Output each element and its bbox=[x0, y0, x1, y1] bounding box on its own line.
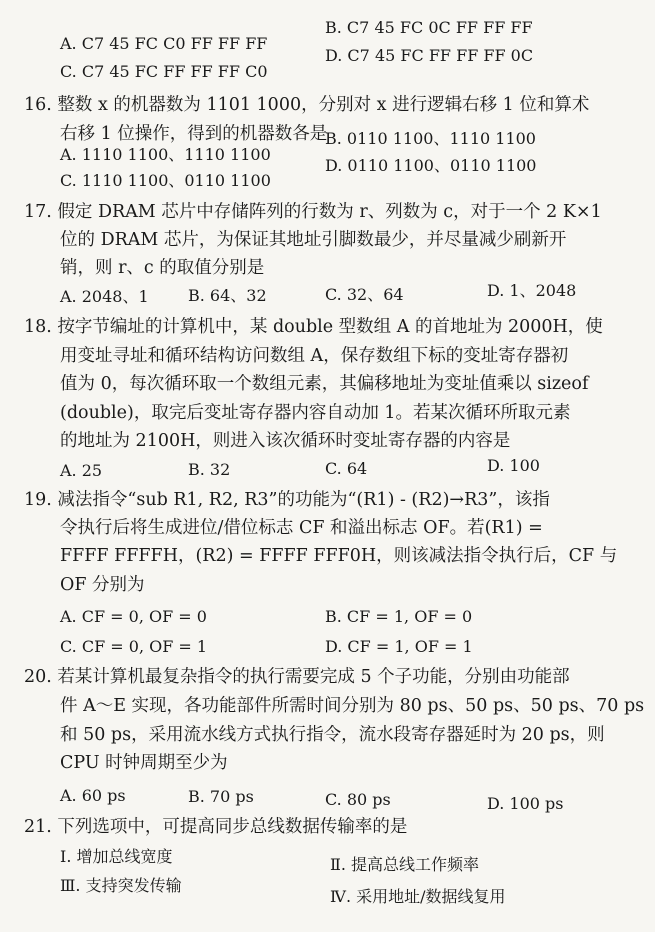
q19-option-d: D. CF = 1, OF = 1 bbox=[325, 637, 473, 656]
q18-stem-line-4: (double)，取完后变址寄存器内容自动加 1。若某次循环所取元素 bbox=[60, 403, 571, 423]
q19-stem-line-3: FFFF FFFFH，(R2) = FFFF FFF0H，则该减法指令执行后，CF 与 bbox=[60, 546, 618, 566]
q21-item-3: Ⅲ. 支持突发传输 bbox=[60, 876, 182, 895]
q19-stem-line-2: 令执行后将生成进位/借位标志 CF 和溢出标志 OF。若(R1) = bbox=[60, 518, 543, 538]
q19-option-c: C. CF = 0, OF = 1 bbox=[60, 637, 208, 656]
q17-stem-line-1: 17. 假定 DRAM 芯片中存储阵列的行数为 r、列数为 c，对于一个 2 K×1 bbox=[24, 202, 602, 222]
q16-stem-line-2: 右移 1 位操作，得到的机器数各是 bbox=[60, 124, 328, 144]
q16-option-a: A. 1110 1100、1110 1100 bbox=[60, 145, 271, 164]
q21-item-1: Ⅰ. 增加总线宽度 bbox=[60, 847, 173, 866]
q21-stem-line-1: 21. 下列选项中，可提高同步总线数据传输率的是 bbox=[24, 817, 408, 837]
q18-option-d: D. 100 bbox=[487, 456, 540, 475]
q17-option-d: D. 1、2048 bbox=[487, 281, 577, 300]
q17-option-b: B. 64、32 bbox=[188, 286, 267, 305]
q20-stem-line-4: CPU 时钟周期至少为 bbox=[60, 753, 228, 773]
q20-option-a: A. 60 ps bbox=[60, 786, 126, 805]
q21-item-2: Ⅱ. 提高总线工作频率 bbox=[330, 855, 480, 874]
q16-stem-line-1: 16. 整数 x 的机器数为 1101 1000，分别对 x 进行逻辑右移 1 位和算术 bbox=[24, 95, 590, 115]
q18-stem-line-2: 用变址寻址和循环结构访问数组 A，保存数组下标的变址寄存器初 bbox=[60, 346, 569, 366]
q15-option-c: C. C7 45 FC FF FF FF C0 bbox=[60, 62, 268, 81]
q16-option-c: C. 1110 1100、0110 1100 bbox=[60, 171, 271, 190]
q16-option-d: D. 0110 1100、0110 1100 bbox=[325, 156, 537, 175]
q21-item-4: Ⅳ. 采用地址/数据线复用 bbox=[330, 887, 506, 906]
q20-stem-line-1: 20. 若某计算机最复杂指令的执行需要完成 5 个子功能，分别由功能部 bbox=[24, 667, 570, 687]
q19-option-a: A. CF = 0, OF = 0 bbox=[60, 607, 207, 626]
q15-option-b: B. C7 45 FC 0C FF FF FF bbox=[325, 18, 533, 37]
q15-option-a: A. C7 45 FC C0 FF FF FF bbox=[60, 34, 268, 53]
q18-stem-line-5: 的地址为 2100H，则进入该次循环时变址寄存器的内容是 bbox=[60, 431, 511, 451]
q20-option-d: D. 100 ps bbox=[487, 794, 564, 813]
q19-option-b: B. CF = 1, OF = 0 bbox=[325, 607, 473, 626]
q20-stem-line-2: 件 A～E 实现，各功能部件所需时间分别为 80 ps、50 ps、50 ps、70 ps bbox=[60, 696, 645, 716]
q17-option-c: C. 32、64 bbox=[325, 285, 404, 304]
q20-option-c: C. 80 ps bbox=[325, 790, 391, 809]
q17-stem-line-3: 销，则 r、c 的取值分别是 bbox=[60, 258, 265, 278]
q17-stem-line-2: 位的 DRAM 芯片，为保证其地址引脚数最少，并尽量减少刷新开 bbox=[60, 230, 567, 250]
q20-stem-line-3: 和 50 ps，采用流水线方式执行指令，流水段寄存器延时为 20 ps，则 bbox=[60, 725, 605, 745]
q18-option-a: A. 25 bbox=[60, 461, 103, 480]
q18-stem-line-1: 18. 按字节编址的计算机中，某 double 型数组 A 的首地址为 2000H，使 bbox=[24, 317, 603, 337]
q17-option-a: A. 2048、1 bbox=[60, 287, 149, 306]
q19-stem-line-4: OF 分别为 bbox=[60, 575, 145, 595]
q20-option-b: B. 70 ps bbox=[188, 787, 254, 806]
q18-option-c: C. 64 bbox=[325, 459, 368, 478]
q19-stem-line-1: 19. 减法指令“sub R1, R2, R3”的功能为“(R1) - (R2)→R3”，该指 bbox=[24, 490, 550, 510]
q15-option-d: D. C7 45 FC FF FF FF 0C bbox=[325, 46, 534, 65]
q16-option-b: B. 0110 1100、1110 1100 bbox=[325, 129, 536, 148]
q18-stem-line-3: 值为 0，每次循环取一个数组元素，其偏移地址为变址值乘以 sizeof bbox=[60, 374, 589, 394]
q18-option-b: B. 32 bbox=[188, 460, 231, 479]
